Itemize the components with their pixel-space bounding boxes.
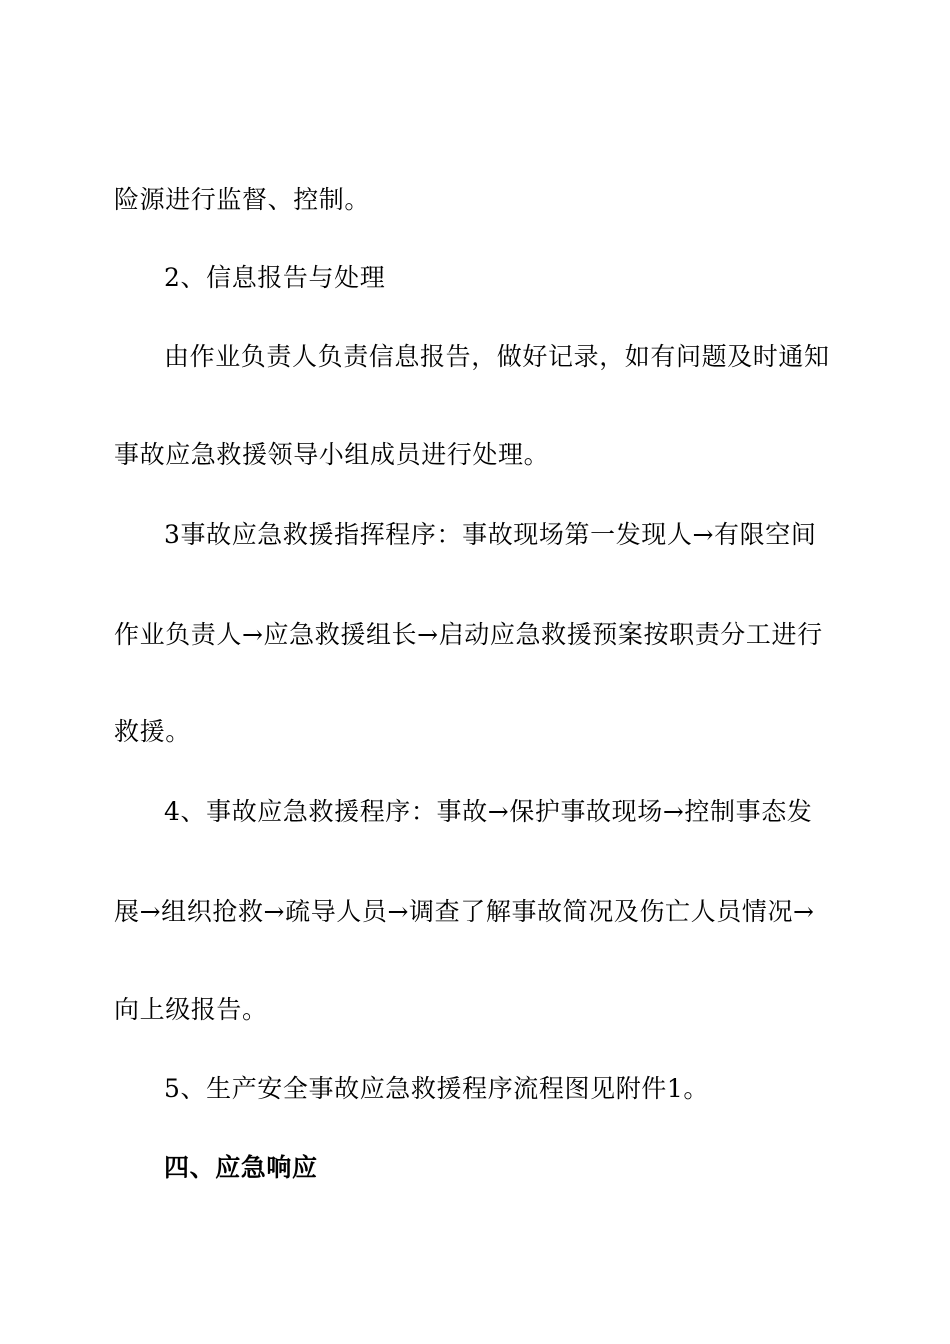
- section-heading-emergency-response: 四、应急响应: [164, 1153, 318, 1182]
- section-heading-info-report: 2、信息报告与处理: [164, 263, 386, 292]
- paragraph-line: 作业负责人→应急救援组长→启动应急救援预案按职责分工进行: [114, 620, 823, 649]
- paragraph-line: 4、事故应急救援程序：事故→保护事故现场→控制事态发: [164, 797, 813, 826]
- paragraph-line: 救援。: [114, 717, 191, 746]
- paragraph-line: 由作业负责人负责信息报告，做好记录，如有问题及时通知: [164, 342, 830, 371]
- paragraph-line: 事故应急救援领导小组成员进行处理。: [114, 440, 550, 469]
- paragraph-line: 3事故应急救援指挥程序：事故现场第一发现人→有限空间: [164, 520, 817, 549]
- paragraph-line: 展→组织抢救→疏导人员→调查了解事故简况及伤亡人员情况→: [114, 897, 815, 926]
- paragraph-line: 5、生产安全事故应急救援程序流程图见附件1。: [164, 1074, 710, 1103]
- paragraph-line: 向上级报告。: [114, 995, 268, 1024]
- paragraph-line: 险源进行监督、控制。: [114, 185, 371, 214]
